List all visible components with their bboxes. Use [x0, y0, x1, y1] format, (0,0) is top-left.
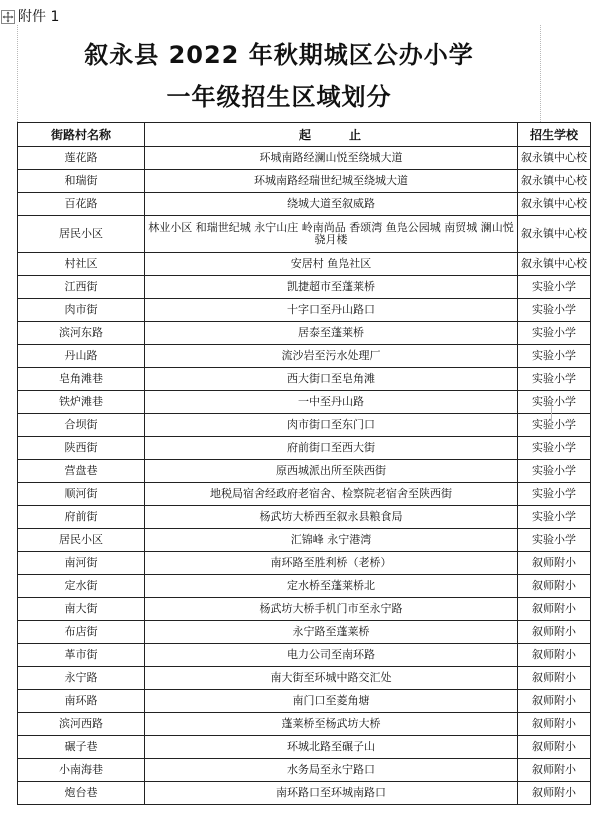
cell-school: 叙永镇中心校: [518, 147, 591, 170]
cell-school: 叙师附小: [518, 575, 591, 598]
cell-school: 实验小学: [518, 368, 591, 391]
cell-street: 革市街: [18, 644, 145, 667]
cell-school: 实验小学: [518, 437, 591, 460]
cell-school: 叙永镇中心校: [518, 193, 591, 216]
cell-school: 叙师附小: [518, 713, 591, 736]
cell-street: 炮台巷: [18, 782, 145, 805]
cell-school: 叙师附小: [518, 552, 591, 575]
title-line-2: 一年级招生区域划分: [166, 83, 392, 111]
cell-range: 环城南路经澜山悦至绕城大道: [145, 147, 518, 170]
table-row: [18, 759, 591, 782]
cell-street: 南河街: [18, 552, 145, 575]
cell-range: 杨武坊大桥手机门市至永宁路: [145, 598, 518, 621]
cell-school: 实验小学: [518, 391, 591, 414]
enrollment-table: [17, 122, 591, 805]
cell-street: 村社区: [18, 253, 145, 276]
cell-street: 布店街: [18, 621, 145, 644]
cell-range: 南环路至胜利桥（老桥）: [145, 552, 518, 575]
cell-range: 凯捷超市至蓬莱桥: [145, 276, 518, 299]
cell-school: 叙永镇中心校: [518, 253, 591, 276]
cell-range: 原西城派出所至陕西街: [145, 460, 518, 483]
cell-street: 顺河街: [18, 483, 145, 506]
cell-street: 南大街: [18, 598, 145, 621]
table-body: [18, 147, 591, 805]
cell-range: 南门口至菱角塘: [145, 690, 518, 713]
table-row: [18, 147, 591, 170]
annex-label: 附件 1: [18, 9, 60, 25]
cell-school: 叙师附小: [518, 667, 591, 690]
cell-range: 永宁路至蓬莱桥: [145, 621, 518, 644]
cell-school: 实验小学: [518, 460, 591, 483]
table-row: [18, 782, 591, 805]
cell-range: 南大街至环城中路交汇处: [145, 667, 518, 690]
table-row: [18, 483, 591, 506]
table-row: [18, 437, 591, 460]
table-row: [18, 345, 591, 368]
cell-range: 南环路口至环城南路口: [145, 782, 518, 805]
table-row: [18, 506, 591, 529]
title-line-1: 叙永县 2022 年秋期城区公办小学: [84, 41, 474, 69]
cell-street: 小南海巷: [18, 759, 145, 782]
cell-street: 皂角滩巷: [18, 368, 145, 391]
cell-school: 实验小学: [518, 322, 591, 345]
cell-range: 西大街口至皂角滩: [145, 368, 518, 391]
cell-school: 实验小学: [518, 414, 591, 437]
cell-range: 杨武坊大桥西至叙永县粮食局: [145, 506, 518, 529]
table-row: [18, 253, 591, 276]
cell-school: 叙师附小: [518, 621, 591, 644]
cell-range: 水务局至永宁路口: [145, 759, 518, 782]
table-row: [18, 414, 591, 437]
cell-range: 地税局宿舍经政府老宿舍、检察院老宿舍至陕西街: [145, 483, 518, 506]
table-row: [18, 736, 591, 759]
cell-street: 陕西街: [18, 437, 145, 460]
table-row: [18, 644, 591, 667]
cell-street: 滨河东路: [18, 322, 145, 345]
table-row: [18, 667, 591, 690]
cell-range: 一中至丹山路: [145, 391, 518, 414]
header-school: 招生学校: [518, 123, 591, 147]
cell-street: 铁炉滩巷: [18, 391, 145, 414]
cell-school: 实验小学: [518, 506, 591, 529]
cell-range: 环城北路至碾子山: [145, 736, 518, 759]
table-row: [18, 552, 591, 575]
table-row: [18, 276, 591, 299]
cell-street: 百花路: [18, 193, 145, 216]
table-row: [18, 713, 591, 736]
table-row: [18, 575, 591, 598]
cell-street: 丹山路: [18, 345, 145, 368]
cell-street: 府前街: [18, 506, 145, 529]
cell-street: 肉市街: [18, 299, 145, 322]
table-row: [18, 299, 591, 322]
cell-range: 林业小区 和瑞世纪城 永宁山庄 岭南尚品 香颂湾 鱼凫公园城 南贸城 澜山悦 骁月楼: [145, 216, 518, 253]
cell-school: 实验小学: [518, 483, 591, 506]
cell-street: 居民小区: [18, 529, 145, 552]
cell-street: 营盘巷: [18, 460, 145, 483]
cell-range: 居泰至蓬莱桥: [145, 322, 518, 345]
cell-school: 实验小学: [518, 299, 591, 322]
cell-street: 和瑞街: [18, 170, 145, 193]
cell-street: 合坝街: [18, 414, 145, 437]
table-move-handle-icon[interactable]: [1, 10, 15, 24]
cell-range: 汇锦峰 永宁港湾: [145, 529, 518, 552]
cell-street: 江西街: [18, 276, 145, 299]
cell-school: 实验小学: [518, 276, 591, 299]
cell-school: 实验小学: [518, 345, 591, 368]
cell-school: 叙师附小: [518, 736, 591, 759]
cell-school: 叙永镇中心校: [518, 170, 591, 193]
table-row: [18, 368, 591, 391]
cell-range: 肉市街口至东门口: [145, 414, 518, 437]
cell-street: 永宁路: [18, 667, 145, 690]
cell-street: 莲花路: [18, 147, 145, 170]
cell-street: 滨河西路: [18, 713, 145, 736]
cell-range: 十字口至丹山路口: [145, 299, 518, 322]
cell-range: 流沙岩至污水处理厂: [145, 345, 518, 368]
cell-school: 叙师附小: [518, 782, 591, 805]
cell-range: 环城南路经瑞世纪城至绕城大道: [145, 170, 518, 193]
cell-range: 绕城大道至叙威路: [145, 193, 518, 216]
table-row: [18, 193, 591, 216]
header-range: 起止: [145, 123, 518, 147]
title-box: [17, 25, 541, 122]
page-edge-marker: [551, 406, 556, 428]
cell-range: 府前街口至西大街: [145, 437, 518, 460]
cell-school: 叙师附小: [518, 598, 591, 621]
cell-school: 叙永镇中心校: [518, 216, 591, 253]
cell-school: 叙师附小: [518, 690, 591, 713]
cell-street: 碾子巷: [18, 736, 145, 759]
table-header-row: [18, 123, 591, 147]
header-street: 街路村名称: [18, 123, 145, 147]
cell-range: 定水桥至蓬莱桥北: [145, 575, 518, 598]
cell-range: 安居村 鱼凫社区: [145, 253, 518, 276]
table-row: [18, 598, 591, 621]
cell-street: 南环路: [18, 690, 145, 713]
table-row: [18, 391, 591, 414]
cell-school: 叙师附小: [518, 644, 591, 667]
table-row: [18, 621, 591, 644]
table-row: [18, 216, 591, 253]
cell-street: 居民小区: [18, 216, 145, 253]
cell-range: 电力公司至南环路: [145, 644, 518, 667]
cell-range: 蓬莱桥至杨武坊大桥: [145, 713, 518, 736]
cell-school: 叙师附小: [518, 759, 591, 782]
table-row: [18, 690, 591, 713]
table-row: [18, 529, 591, 552]
table-row: [18, 322, 591, 345]
cell-street: 定水街: [18, 575, 145, 598]
table-row: [18, 460, 591, 483]
cell-school: 实验小学: [518, 529, 591, 552]
table-row: [18, 170, 591, 193]
